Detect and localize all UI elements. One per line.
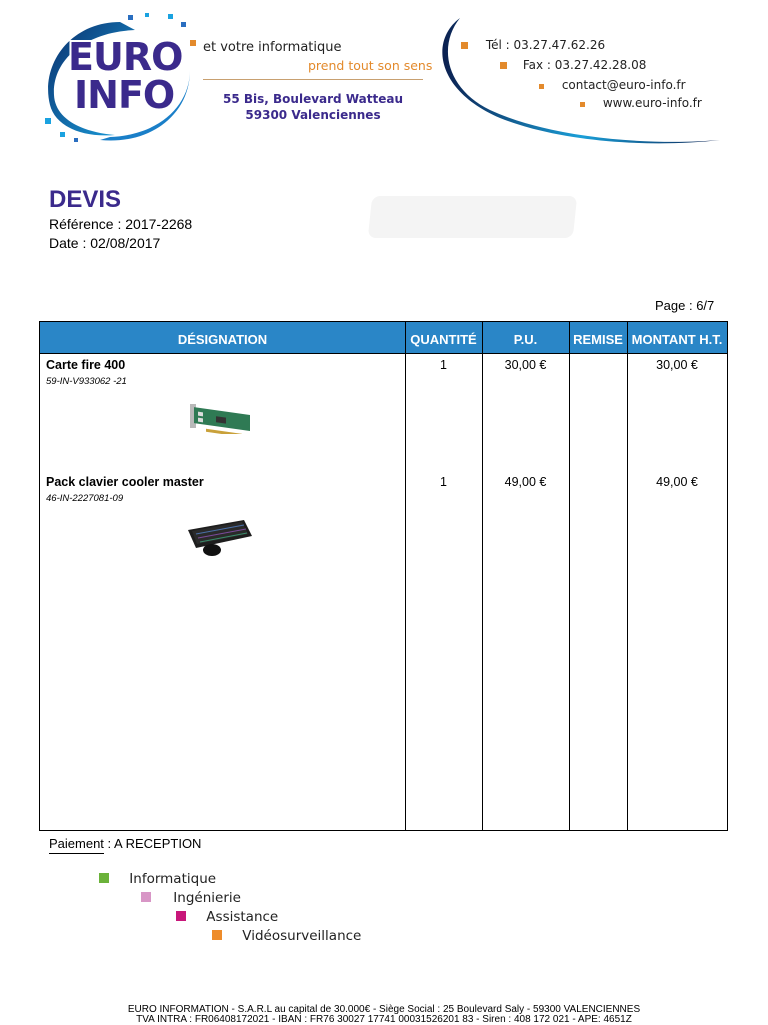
contact-email-text[interactable]: contact@euro-info.fr [561, 78, 686, 92]
column-divider [405, 322, 406, 831]
payment-label: Paiement [49, 836, 104, 854]
item-name: Pack clavier cooler master [46, 475, 204, 489]
keyboard-mouse-image [186, 516, 256, 558]
service-label: Ingénierie [173, 890, 241, 906]
item-name: Carte fire 400 [46, 358, 126, 372]
contact-tel [461, 38, 605, 52]
contact-tel-text: Tél : 03.27.47.62.26 [485, 38, 606, 52]
company-address-city: 59300 Valenciennes [245, 108, 381, 122]
item-reference: 46-IN-2227081-09 [46, 493, 124, 504]
item-amount: 49,00 € [656, 475, 698, 489]
service-item [176, 909, 278, 925]
column-divider [627, 322, 628, 831]
item-quantity: 1 [440, 475, 447, 489]
column-header-montant: MONTANT H.T. [631, 332, 723, 347]
document-reference: Référence : 2017-2268 [49, 216, 193, 232]
orange-square-icon [212, 930, 222, 940]
contact-fax-text: Fax : 03.27.42.28.08 [522, 58, 647, 72]
document-title: DEVIS [49, 186, 122, 213]
document-date: Date : 02/08/2017 [49, 235, 161, 251]
service-label: Informatique [129, 871, 217, 887]
bullet-square-icon [580, 102, 585, 107]
contact-email [539, 78, 686, 92]
service-item [212, 928, 361, 944]
magenta-square-icon [176, 911, 186, 921]
pci-card-image [186, 398, 254, 434]
header-divider [40, 353, 727, 354]
item-unit-price: 30,00 € [504, 358, 547, 372]
payment-value: : A RECEPTION [103, 836, 202, 851]
column-header-quantite: QUANTITÉ [410, 332, 477, 347]
service-label: Vidéosurveillance [242, 928, 362, 944]
pink-square-icon [141, 892, 151, 902]
column-header-pu: P.U. [513, 332, 538, 347]
company-logo [40, 10, 200, 150]
green-square-icon [99, 873, 109, 883]
column-divider [482, 322, 483, 831]
bullet-square-icon [500, 62, 507, 69]
payment-terms [49, 836, 201, 851]
footer-line-1: EURO INFORMATION - S.A.R.L au capital de 30.000€ - Siège Social : 25 Boulevard Saly - 59300 VALENCIENNES [127, 1004, 641, 1015]
item-reference: 59-IN-V933062 -21 [46, 376, 127, 387]
company-address-street: 55 Bis, Boulevard Watteau [223, 92, 403, 106]
contact-web [580, 96, 702, 110]
service-item [141, 890, 241, 906]
page-number: Page : 6/7 [655, 298, 715, 313]
column-divider [569, 322, 570, 831]
column-header-designation: DÉSIGNATION [177, 332, 268, 347]
item-unit-price: 49,00 € [504, 475, 547, 489]
bullet-square-icon [539, 84, 544, 89]
logo-text-euro: EURO [68, 35, 183, 79]
service-item [99, 871, 216, 887]
bullet-square-icon [461, 42, 468, 49]
footer-line-2: TVA INTRA : FR06408172021 - IBAN : FR76 30027 17741 00031526201 83 - Siren : 408 172 021 - APE: 4651Z [136, 1014, 632, 1025]
tagline-divider [203, 79, 423, 80]
item-quantity: 1 [440, 358, 447, 372]
tagline-primary: et votre informatique [203, 40, 342, 55]
service-label: Assistance [206, 909, 279, 925]
logo-text-info: INFO [74, 73, 175, 117]
column-header-remise: REMISE [573, 332, 623, 347]
contact-fax [500, 58, 646, 72]
item-amount: 30,00 € [656, 358, 698, 372]
faded-stamp-area [368, 196, 577, 238]
quote-table [39, 321, 728, 831]
tagline-secondary: prend tout son sens [308, 58, 433, 73]
contact-web-text[interactable]: www.euro-info.fr [602, 96, 702, 110]
